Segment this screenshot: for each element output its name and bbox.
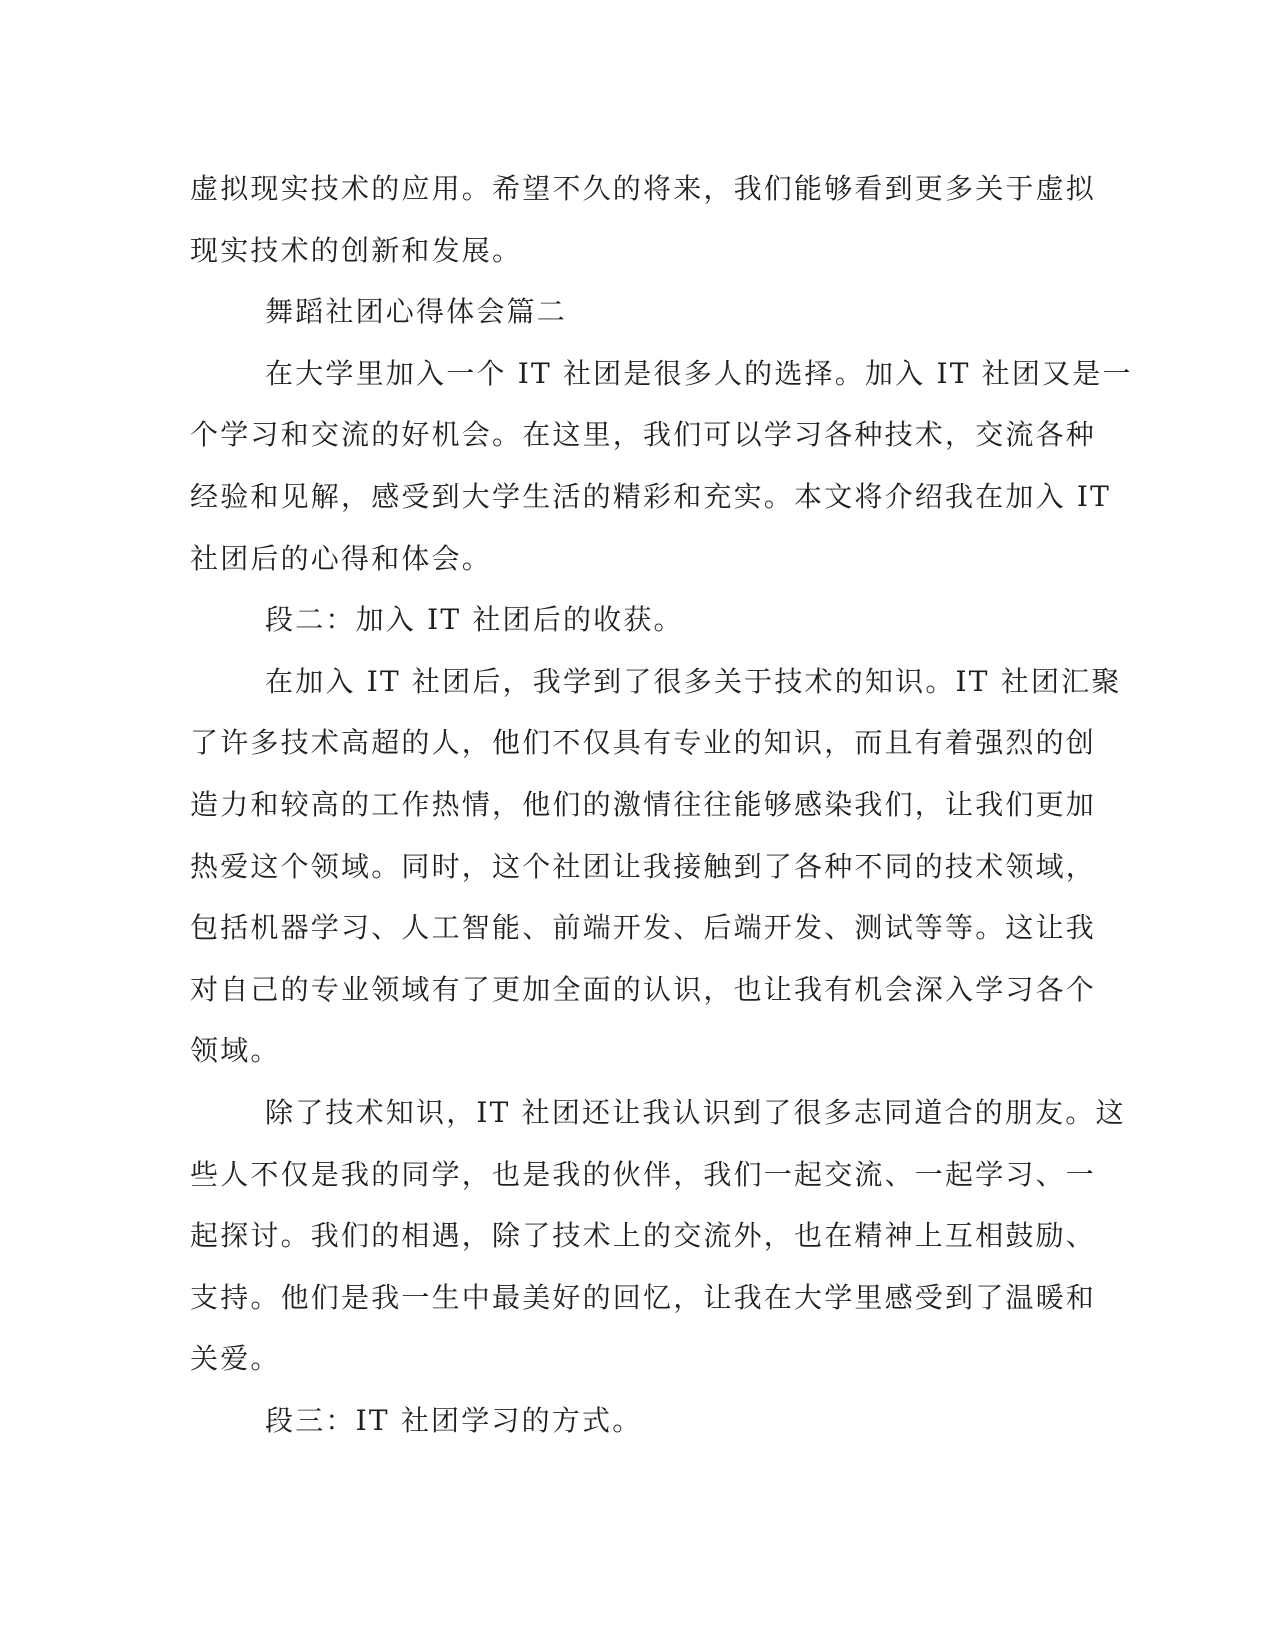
- section-heading: [190, 281, 1090, 343]
- text-line: 些人不仅是我的同学，也是我的伙伴，我们一起交流、一起学习、一: [190, 1157, 1097, 1191]
- document-body: [190, 158, 1133, 1451]
- text-line: 造力和较高的工作热情，他们的激情往往能够感染我们，让我们更加: [190, 787, 1097, 821]
- text-line: 在大学里加入一个 IT 社团是很多人的选择。加入 IT 社团又是一: [265, 356, 1133, 390]
- paragraph-vr-conclusion: [190, 158, 1097, 281]
- text-line: 起探讨。我们的相遇，除了技术上的交流外，也在精神上互相鼓励、: [190, 1219, 1097, 1253]
- paragraph-gains-friends: [190, 1082, 1126, 1390]
- paragraph-gains-knowledge: [190, 651, 1122, 1082]
- text-line: 虚拟现实技术的应用。希望不久的将来，我们能够看到更多关于虚拟: [190, 172, 1097, 205]
- subsection-heading-3: [190, 1390, 1090, 1452]
- text-line: 现实技术的创新和发展。: [190, 233, 523, 267]
- text-line: 了许多技术高超的人，他们不仅具有专业的知识，而且有着强烈的创: [190, 726, 1097, 760]
- paragraph-intro: [190, 343, 1133, 589]
- text-line: 个学习和交流的好机会。在这里，我们可以学习各种技术，交流各种: [190, 418, 1097, 452]
- text-line: 对自己的专业领域有了更加全面的认识，也让我有机会深入学习各个: [190, 972, 1097, 1006]
- text-line: 包括机器学习、人工智能、前端开发、后端开发、测试等等。这让我: [190, 911, 1097, 945]
- subheading-text: 段三：IT 社团学习的方式。: [265, 1403, 643, 1437]
- heading-text: 舞蹈社团心得体会篇二: [265, 295, 568, 329]
- text-line: 在加入 IT 社团后，我学到了很多关于技术的知识。IT 社团汇聚: [265, 664, 1122, 698]
- text-line: 领域。: [190, 1034, 281, 1068]
- text-line: 热爱这个领域。同时，这个社团让我接触到了各种不同的技术领域，: [190, 849, 1097, 883]
- subsection-heading-2: [190, 589, 1090, 651]
- text-line: 经验和见解，感受到大学生活的精彩和充实。本文将介绍我在加入 IT: [190, 479, 1112, 513]
- text-line: 支持。他们是我一生中最美好的回忆，让我在大学里感受到了温暖和: [190, 1280, 1097, 1314]
- text-line: 除了技术知识，IT 社团还让我认识到了很多志同道合的朋友。这: [265, 1095, 1126, 1129]
- text-line: 关爱。: [190, 1342, 281, 1376]
- text-line: 社团后的心得和体会。: [190, 541, 493, 575]
- subheading-text: 段二：加入 IT 社团后的收获。: [265, 603, 684, 637]
